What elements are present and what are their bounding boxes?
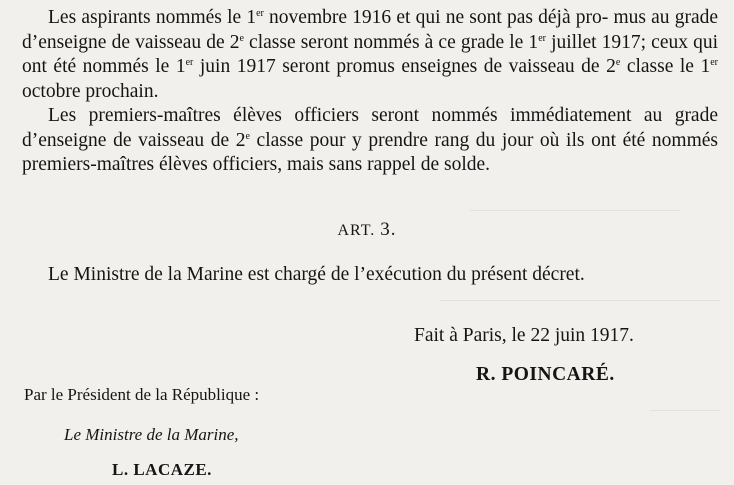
text-line: enseignes de vaisseau de 2 xyxy=(401,56,616,77)
text-line: mus au grade d’enseigne de vaisseau de 2 xyxy=(22,7,719,53)
minister-title: Le Ministre de la Marine, xyxy=(64,425,239,444)
date-place-line: Fait à Paris, le 22 juin 1917. xyxy=(414,325,634,346)
article-number: 3. xyxy=(380,219,397,240)
article-label: ART. xyxy=(337,222,376,239)
superscript: er xyxy=(256,8,264,19)
superscript: er xyxy=(185,57,194,68)
text-line: classe seront nommés à ce grade xyxy=(243,31,505,53)
text-line: classe le 1 xyxy=(620,56,711,77)
text-line: novembre 1916 et qui ne sont pas déjà pro- xyxy=(263,7,609,28)
superscript: e xyxy=(245,130,250,142)
text-line: le 1 xyxy=(509,31,539,53)
paragraph-aspirants xyxy=(22,6,718,104)
text-line: classe pour y prendre rang du jour où ils xyxy=(249,129,585,151)
text-line: juillet 1917; ceux qui ont été nommés le 1 xyxy=(22,31,719,77)
text-line: ont été nommés premiers-maîtres élèves officiers, mais sans rappel de solde. xyxy=(22,129,718,175)
text-line: Les premiers-maîtres élèves officiers seront nommés immédiatement au xyxy=(48,105,663,126)
text-line: octobre prochain. xyxy=(22,80,159,102)
text-line: juin 1917 seront promus xyxy=(193,56,395,77)
signature-minister: L. LACAZE. xyxy=(112,460,212,479)
minister-clause: Le Ministre de la Marine est chargé de l’exécution du présent décret. xyxy=(48,264,585,285)
article-heading xyxy=(0,219,734,241)
superscript: er xyxy=(710,57,718,68)
superscript: e xyxy=(239,32,244,44)
par-le-president: Par le Président de la République : xyxy=(24,385,260,404)
superscript: e xyxy=(615,57,621,68)
paragraph-premiers-maitres xyxy=(22,104,718,178)
superscript: er xyxy=(538,32,546,44)
text-line: grade d’enseigne de vaisseau de 2 xyxy=(22,105,718,151)
text-line: Les aspirants nommés le 1 xyxy=(48,7,257,28)
signature-president: R. POINCARÉ. xyxy=(476,364,615,385)
